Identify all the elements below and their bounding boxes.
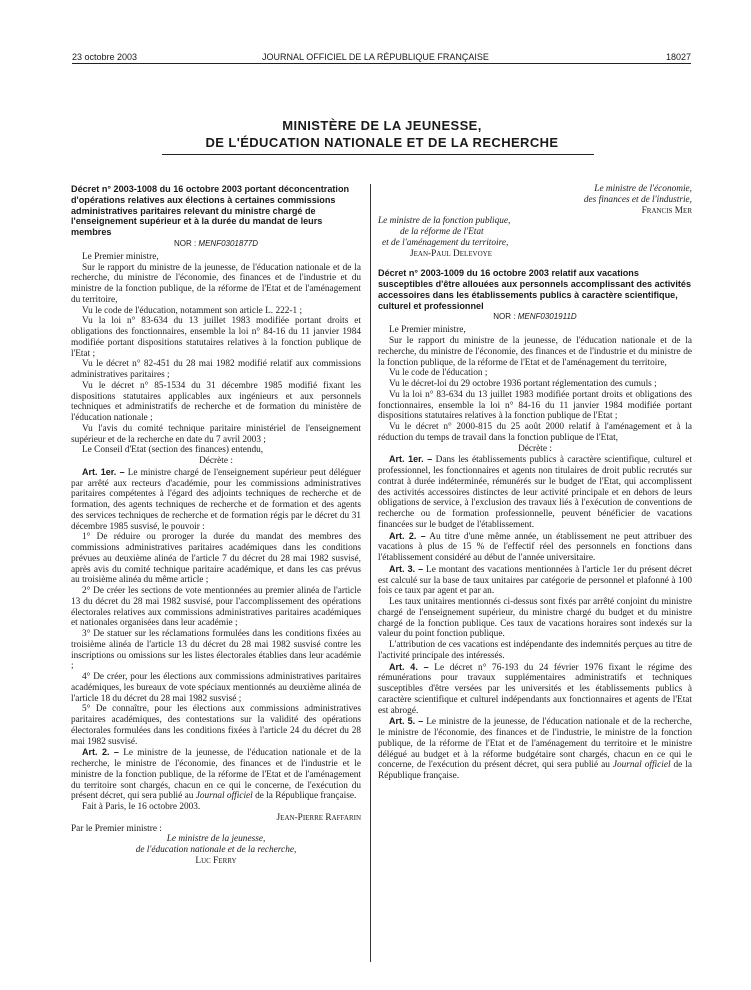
decree-1-signature-prime-minister: Jean-Pierre Raffarin — [276, 812, 361, 823]
decree-2-nor-code: MENF0301911D — [517, 312, 577, 322]
decree-1-preamble-3: Vu la loi n° 83-634 du 13 juillet 1983 modifiée portant droits et obligations des fonctionnaires, ensemble la loi n° 84-16 du 11 janvier 1984 modifiée portant dispositions statutaires relatives à la fonction publique de l'Etat ; — [71, 316, 361, 359]
decree-2-nor-label: NOR : — [493, 312, 518, 322]
decree-2-preamble-1: Sur le rapport du ministre de la jeunesse, de l'éducation nationale et de la recherche, du ministre de l'économie, des finances et de l'industrie et du ministre de la fonction publique, de la réforme de l'Etat et de l'aménagement du territoire, — [378, 336, 692, 368]
decree-1-article-1-label: Art. 1er. – — [82, 466, 125, 477]
decree-2-article-5 — [378, 716, 692, 782]
decree-2-preamble-0: Le Premier ministre, — [389, 325, 466, 336]
ministry-heading-line-1: MINISTÈRE DE LA JEUNESSE, — [282, 118, 482, 133]
decree-1-minister-3-title-2: de la réforme de l'Etat — [400, 227, 484, 237]
decree-1-article-1 — [71, 467, 361, 533]
running-head-journal-title: JOURNAL OFFICIEL DE LA RÉPUBLIQUE FRANÇAISE — [262, 52, 489, 62]
decree-1-minister-1-name: Luc Ferry — [195, 855, 237, 866]
decree-1-article-2-journal: Journal officiel — [195, 791, 253, 802]
decree-2-preamble-3: Vu le décret-loi du 29 octobre 1936 portant réglementation des cumuls ; — [389, 379, 657, 389]
decree-1-by-prime-minister: Par le Premier ministre : — [71, 823, 162, 834]
header-rule — [72, 63, 691, 64]
decree-2-preamble-2: Vu le code de l'éducation ; — [389, 368, 488, 379]
decree-1-preamble-1: Sur le rapport du ministre de la jeunesse, de l'éducation nationale et de la recherche, du ministre de l'économie, des finances et de l'industrie et du ministre de la fonction publique, de la réforme de l'Etat et de l'aménagement du territoire, — [71, 262, 361, 305]
decree-2-article-5-label: Art. 5. – — [389, 716, 424, 727]
decree-1-article-2-text-a: Le ministre de la jeunesse, de l'éducation nationale et de la recherche, le ministre de l'économie, des finances et de l'industrie et le ministre de la fonction publique, de la réforme de l'Etat et de l'aménagement du territoire sont chargés, chacun en ce qui le concerne, de l'exécution du présent décret, qui sera publié au — [71, 748, 361, 802]
decree-2-article-3-paragraph-3: L'attribution de ces vacations est indépendante des indemnités perçues au titre de l'activité principale des intéressés. — [378, 640, 692, 661]
decree-1-nor — [71, 238, 361, 249]
decree-1-minister-2-name: Francis Mer — [641, 205, 692, 216]
decree-1-nor-label: NOR : — [173, 238, 199, 248]
decree-1-preamble-0: Le Premier ministre, — [82, 251, 159, 262]
decree-1-article-1-item-3: 3° De statuer sur les réclamations formulées dans les conditions fixées au troisième alinéa de l'article 13 du décret du 28 mai 1982 susvisé contre les inscriptions ou omissions sur les listes électorales établies dans leur académie ; — [71, 629, 361, 672]
decree-2-article-1-text: Dans les établissements publics à caractère scientifique, culturel et professionnel, les fonctionnaires et agents non titulaires de droit public recrutés sur contrat à durée indéterminée, rémunérés sur le budget de l'Etat, qui accomplissent des activités accessoires distinctes de leur activité principale et en dehors de leurs obligations de service, à l'exclusion des travaux liés à l'exécution de conventions de recherche ou de formation professionnelle, peuvent bénéficier de vacations financées sur le budget de l'établissement. — [378, 455, 693, 530]
decree-2-article-1 — [378, 454, 692, 530]
decree-2-decrete: Décrète : — [518, 443, 552, 454]
decree-2-preamble-4: Vu la loi n° 83-634 du 13 juillet 1983 modifiée portant droits et obligations des fonctionnaires, ensemble la loi n° 84-16 du 11 janvier 1984 modifiée portant dispositions statutaires relatives à la fonction publique de l'Etat ; — [378, 389, 692, 422]
decree-2-article-3 — [378, 564, 692, 597]
decree-1-article-1-item-2: 2° De créer les sections de vote mentionnées au premier alinéa de l'article 13 du décret du 28 mai 1982 susvisé, pour l'accomplissement des opérations électorales relatives aux commissions administratives paritaires académiques et nationales organisées dans leur académie ; — [71, 586, 361, 629]
decree-2-article-2-label: Art. 2. – — [389, 530, 426, 541]
decree-1-minister-3-name: Jean-Paul Delevoye — [410, 248, 492, 259]
decree-1-article-1-item-1: 1° De réduire ou proroger la durée du mandat des membres des commissions administratives paritaires académiques dans les conditions prévues au deuxième alinéa de l'article 7 du décret du 28 mai 1982 susvisé, après avis du comité technique paritaire académique, et dans les cas prévus au troisième alinéa du même article ; — [71, 532, 361, 586]
decree-2-article-2 — [378, 531, 692, 564]
decree-2-article-5-journal: Journal officiel — [612, 760, 671, 771]
decree-2-article-5-text-b: de la République française. — [378, 760, 692, 781]
decree-2-article-3-paragraph-2: Les taux unitaires mentionnés ci-dessus sont fixés par arrêté conjoint du ministre chargé de l'enseignement supérieur, du ministre chargé du budget et du ministre chargé de la fonction publique. Ces taux de vacations horaires sont indexés sur la valeur du point fonction publique. — [378, 597, 692, 640]
decree-2-article-3-label: Art. 3. – — [389, 563, 424, 574]
decree-1-minister-2-title-1: Le ministre de l'économie, — [594, 184, 692, 194]
decree-2-article-1-label: Art. 1er. – — [389, 454, 433, 465]
right-column — [378, 184, 692, 782]
decree-1-title: Décret n° 2003-1008 du 16 octobre 2003 portant déconcentration d'opérations relatives aux élections à certaines commissions administratives paritaires relevant du ministre chargé de l'enseignement supérieur et à la durée du mandat de leurs membres — [71, 184, 350, 237]
decree-1-preamble-4: Vu le décret n° 82-451 du 28 mai 1982 modifié relatif aux commissions administratives paritaires ; — [71, 359, 361, 380]
decree-1-minister-3-title-3: et de l'aménagement du territoire, — [382, 237, 509, 248]
decree-2-title: Décret n° 2003-1009 du 16 octobre 2003 relatif aux vacations susceptibles d'être allouées aux personnels accomplissant des activités accessoires dans les établissements publics à caractère scientifique, culturel et professionnel — [378, 268, 691, 311]
decree-1-preamble-5: Vu le décret n° 85-1534 du 31 décembre 1985 modifié fixant les dispositions statutaires applicables aux ingénieurs et aux personnels techniques et administratifs de recherche et de formation du ministère de l'éducation nationale ; — [71, 380, 361, 423]
decree-1-article-1-item-4: 4° De créer, pour les élections aux commissions administratives paritaires académiques, les bureaux de vote spéciaux mentionnés au deuxième alinéa de l'article 18 du décret du 28 mai 1982 susvisé ; — [71, 672, 361, 704]
ministry-heading — [72, 117, 692, 151]
decree-1-nor-code: MENF0301877D — [198, 238, 259, 248]
decree-1-minister-3-title-1: Le ministre de la fonction publique, — [378, 216, 511, 227]
decree-2-article-4-text: Le décret n° 76-193 du 24 février 1976 fixant le régime des rémunérations pour travaux supplémentaires administratifs et techniques susceptibles d'être versées par les universités et les établissements publics à caractère scientifique et culturel indépendants aux fonctionnaires et agents de l'Etat est abrogé. — [378, 662, 693, 716]
decree-2-preamble-5: Vu le décret n° 2000-815 du 25 août 2000 relatif à l'aménagement et à la réduction du temps de travail dans la fonction publique de l'Etat, — [378, 422, 692, 443]
decree-1-article-2-text-b: de la République française. — [252, 791, 357, 802]
decree-1-article-1-item-5: 5° De connaître, pour les élections aux commissions administratives paritaires académiques, des contestations sur la validité des opérations électorales formulées dans les conditions fixées à l'article 24 du décret du 28 mai 1982 susvisé. — [71, 704, 361, 747]
decree-1-done-at: Fait à Paris, le 16 octobre 2003. — [82, 802, 201, 812]
decree-1-preamble-6: Vu l'avis du comité technique paritaire ministériel de l'enseignement supérieur et de la recherche en date du 7 avril 2003 ; — [71, 423, 361, 445]
decree-1-minister-1-title-2: de l'éducation nationale et de la recherche, — [135, 845, 297, 855]
running-head-page-number: 18027 — [665, 52, 691, 62]
decree-2-article-2-text: Au titre d'une même année, un établissement ne peut attribuer des vacations à plus de 15 % de l'effectif réel des personnels en fonctions dans l'établissement considéré au début de l'année universitaire. — [378, 531, 692, 563]
decree-2-nor — [378, 311, 692, 322]
decree-2-article-5-text-a: Le ministre de la jeunesse, de l'éducation nationale et de la recherche, le ministre de l'économie, des finances et de l'industrie, le ministre de la fonction publique, de la réforme de l'Etat et de l'aménagement du territoire et le ministre délégué au budget et à la réforme budgétaire sont chargés, chacun en ce qui le concerne, de l'exécution du présent décret, qui sera publié au — [378, 717, 693, 771]
decree-1-article-2-label: Art. 2. – — [82, 747, 119, 758]
decree-1-minister-2-title-2: des finances et de l'industrie, — [583, 194, 692, 205]
ministry-heading-line-2: DE L'ÉDUCATION NATIONALE ET DE LA RECHERCHE — [205, 135, 559, 150]
decree-1-article-2 — [71, 747, 361, 802]
running-head-date: 23 octobre 2003 — [72, 52, 138, 62]
column-divider — [370, 184, 371, 962]
decree-1-preamble-2: Vu le code de l'éducation, notamment son article L. 222-1 ; — [82, 305, 303, 316]
decree-2-article-4-label: Art. 4. – — [389, 661, 429, 672]
decree-1-decrete: Décrète : — [199, 456, 233, 466]
decree-1-minister-1-title-1: Le ministre de la jeunesse, — [166, 834, 266, 845]
decree-1-article-1-text: Le ministre chargé de l'enseignement supérieur peut déléguer par arrêté aux recteurs d'académie, pour les commissions administratives paritaires compétentes à l'égard des adjoints techniques de recherche et de formation, des agents techniques de recherche et de formation et des agents des services techniques de recherche et de formation régis par le décret du 31 décembre 1985 susvisé, le pouvoir : — [71, 467, 361, 532]
ministry-underline — [162, 154, 594, 155]
decree-2-article-4 — [378, 662, 692, 717]
decree-2-article-3-text: Le montant des vacations mentionnées à l'article 1er du présent décret est calculé sur la base de taux unitaires par catégorie de personnel et plafonné à 100 fois ce taux par agent et par an. — [378, 564, 692, 597]
decree-1-preamble-7: Le Conseil d'Etat (section des finances) entendu, — [82, 445, 264, 456]
left-column — [71, 184, 361, 867]
